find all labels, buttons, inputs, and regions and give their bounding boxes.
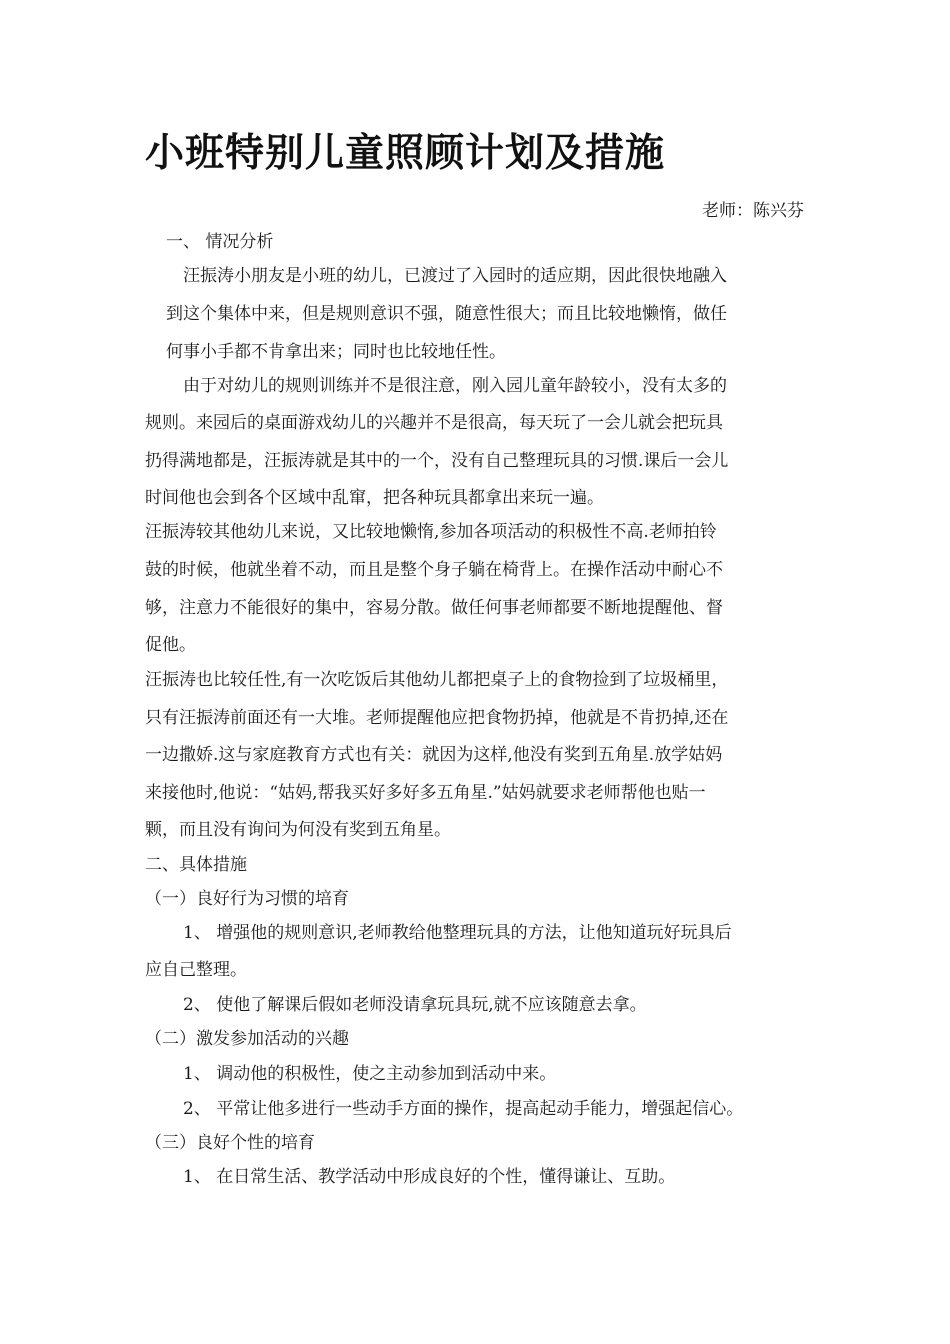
section-heading-measures: 二、具体措施 [145, 855, 247, 875]
list-item: 1、 在日常生活、教学活动中形成良好的个性，懂得谦让、互助。 [183, 1167, 676, 1187]
subsection-heading: （二）激发参加活动的兴趣 [145, 1029, 349, 1049]
paragraph-line: 汪振涛较其他幼儿来说，又比较地懒惰,参加各项活动的积极性不高.老师拍铃 [145, 522, 717, 542]
paragraph-line: 够，注意力不能很好的集中，容易分散。做任何事老师都要不断地提醒他、督 [145, 598, 723, 618]
author-line: 老师：陈兴芬 [702, 201, 804, 221]
paragraph-line: 汪振涛也比较任性,有一次吃饭后其他幼儿都把桌子上的食物捡到了垃圾桶里， [145, 670, 729, 690]
paragraph-line: 规则。来园后的桌面游戏幼儿的兴趣并不是很高，每天玩了一会儿就会把玩具 [145, 413, 723, 433]
paragraph-line: 何事小手都不肯拿出来；同时也比较地任性。 [166, 342, 506, 362]
document-title: 小班特别儿童照顾计划及措施 [145, 131, 666, 176]
paragraph-line: 只有汪振涛前面还有一大堆。老师提醒他应把食物扔掉，他就是不肯扔掉,还在 [145, 708, 729, 728]
subsection-heading: （三）良好个性的培育 [145, 1133, 315, 1153]
list-item: 1、 增强他的规则意识,老师教给他整理玩具的方法，让他知道玩好玩具后 [183, 923, 732, 943]
paragraph-line: 鼓的时候，他就坐着不动，而且是整个身子躺在椅背上。在操作活动中耐心不 [145, 560, 723, 580]
paragraph-line: 扔得满地都是，汪振涛就是其中的一个，没有自己整理玩具的习惯.课后一会儿 [145, 451, 729, 471]
subsection-heading: （一）良好行为习惯的培育 [145, 889, 349, 909]
paragraph-line: 由于对幼儿的规则训练并不是很注意，刚入园儿童年龄较小，没有太多的 [183, 376, 727, 396]
paragraph-line: 促他。 [145, 635, 196, 655]
list-item: 1、 调动他的积极性，使之主动参加到活动中来。 [183, 1064, 557, 1084]
list-item-continuation: 应自己整理。 [145, 960, 247, 980]
paragraph-line: 到这个集体中来，但是规则意识不强，随意性很大；而且比较地懒惰，做任 [166, 304, 727, 324]
paragraph-line: 颗，而且没有询问为何没有奖到五角星。 [145, 820, 451, 840]
paragraph-line: 时间他也会到各个区域中乱窜，把各种玩具都拿出来玩一遍。 [145, 488, 604, 508]
paragraph-line: 汪振涛小朋友是小班的幼儿，已渡过了入园时的适应期，因此很快地融入 [183, 266, 727, 286]
paragraph-line: 一边撒娇.这与家庭教育方式也有关：就因为这样,他没有奖到五角星.放学姑妈 [145, 745, 723, 765]
paragraph-line: 来接他时,他说：“姑妈,帮我买好多好多五角星.”姑妈就要求老师帮他也贴一 [145, 783, 706, 803]
section-heading-analysis: 一、 情况分析 [166, 232, 274, 252]
list-item: 2、 使他了解课后假如老师没请拿玩具玩,就不应该随意去拿。 [183, 995, 647, 1015]
list-item: 2、 平常让他多进行一些动手方面的操作，提高起动手能力，增强起信心。 [183, 1099, 744, 1119]
